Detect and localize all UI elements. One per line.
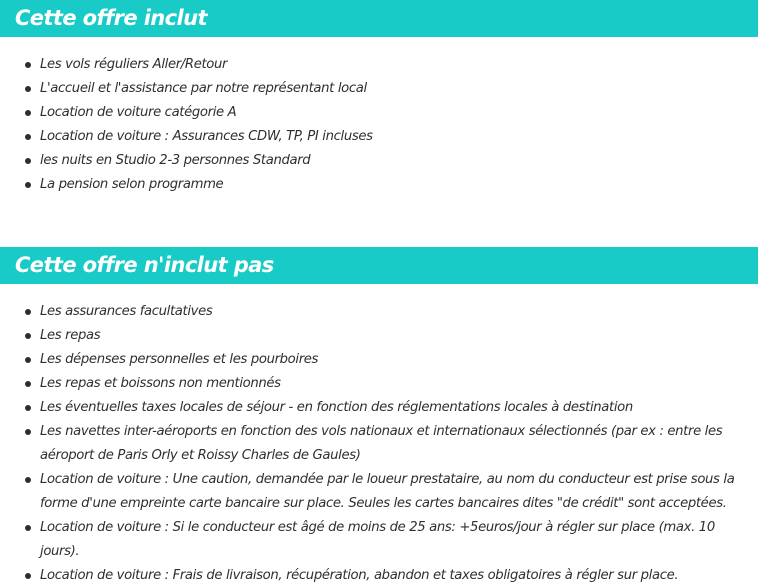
list-item-text: Location de voiture : Frais de livraison, récupération, abandon et taxes obligatoires à régler sur place. bbox=[40, 568, 679, 583]
list-item-text: La pension selon programme bbox=[40, 177, 224, 192]
bullet-icon bbox=[25, 309, 31, 315]
list-item-text: Location de voiture : Si le conducteur est âgé de moins de 25 ans: +5euros/jour à régler sur place (max. 10 jours). bbox=[40, 520, 715, 559]
bullet-icon bbox=[25, 62, 31, 68]
list-item bbox=[0, 348, 758, 372]
list-item-text: Location de voiture catégorie A bbox=[40, 105, 237, 120]
bullet-icon bbox=[25, 134, 31, 140]
bullet-icon bbox=[25, 405, 31, 411]
bullet-icon bbox=[25, 158, 31, 164]
list-item-text: Les repas et boissons non mentionnés bbox=[40, 376, 281, 391]
bullet-icon bbox=[25, 573, 31, 579]
excluded-section-title: Cette offre n'inclut pas bbox=[0, 247, 758, 284]
list-item bbox=[0, 125, 758, 149]
bullet-icon bbox=[25, 182, 31, 188]
bullet-icon bbox=[25, 110, 31, 116]
bullet-icon bbox=[25, 477, 31, 483]
list-item bbox=[0, 53, 758, 77]
list-item-text: Location de voiture : Assurances CDW, TP, PI incluses bbox=[40, 129, 373, 144]
list-item-text: les nuits en Studio 2-3 personnes Standard bbox=[40, 153, 311, 168]
list-item bbox=[0, 324, 758, 348]
bullet-icon bbox=[25, 357, 31, 363]
list-item bbox=[0, 77, 758, 101]
list-item bbox=[0, 396, 758, 420]
included-list bbox=[0, 53, 758, 197]
list-item-text: Les éventuelles taxes locales de séjour - en fonction des réglementations locales à destination bbox=[40, 400, 633, 415]
list-item bbox=[0, 420, 758, 468]
list-item-text: Les vols réguliers Aller/Retour bbox=[40, 57, 228, 72]
list-item bbox=[0, 372, 758, 396]
bullet-icon bbox=[25, 86, 31, 92]
list-item-text: Location de voiture : Une caution, demandée par le loueur prestataire, au nom du conducteur est prise sous la forme d'une empreinte carte bancaire sur place. Seules les cartes bancaires dites "de crédit" sont acceptées. bbox=[40, 472, 735, 511]
bullet-icon bbox=[25, 333, 31, 339]
excluded-list bbox=[0, 300, 758, 588]
bullet-icon bbox=[25, 429, 31, 435]
bullet-icon bbox=[25, 525, 31, 531]
included-section-title: Cette offre inclut bbox=[0, 0, 758, 37]
list-item-text: Les repas bbox=[40, 328, 101, 343]
list-item-text: Les navettes inter-aéroports en fonction des vols nationaux et internationaux sélectionnés (par ex : entre les aéroport de Paris Orly et Roissy Charles de Gaules) bbox=[40, 424, 723, 463]
list-item bbox=[0, 468, 758, 516]
list-item-text: Les assurances facultatives bbox=[40, 304, 213, 319]
list-item-text: L'accueil et l'assistance par notre représentant local bbox=[40, 81, 367, 96]
list-item bbox=[0, 300, 758, 324]
list-item bbox=[0, 101, 758, 125]
list-item bbox=[0, 516, 758, 564]
list-item-text: Les dépenses personnelles et les pourboires bbox=[40, 352, 319, 367]
list-item bbox=[0, 564, 758, 588]
list-item bbox=[0, 149, 758, 173]
bullet-icon bbox=[25, 381, 31, 387]
list-item bbox=[0, 173, 758, 197]
